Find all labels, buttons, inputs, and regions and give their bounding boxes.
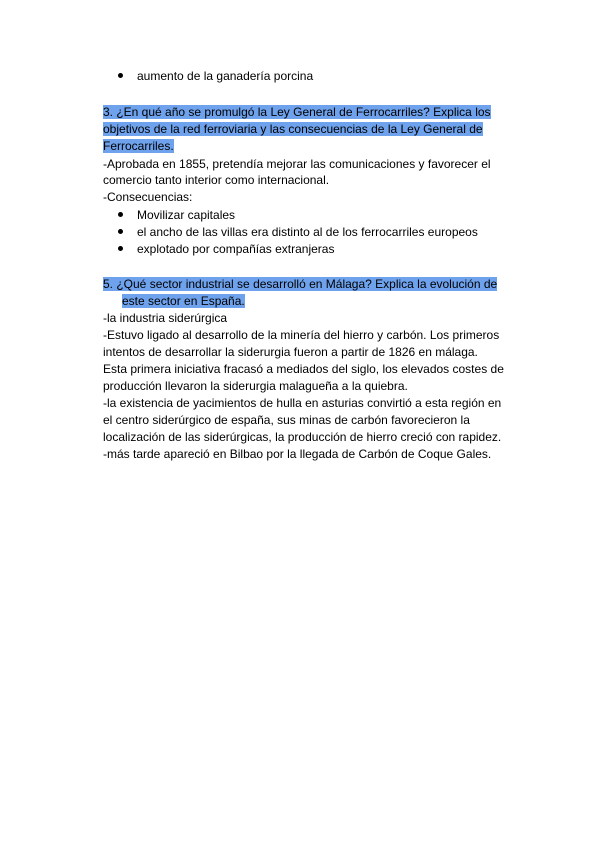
question-3-line-1: 3. ¿En qué año se promulgó la Ley General de Ferrocarriles? Explica los <box>103 105 491 119</box>
bullet-icon <box>118 73 123 78</box>
question-3-line-2: objetivos de la red ferroviaria y las consecuencias de la Ley General de <box>103 122 483 136</box>
answer-5-line-6: -la existencia de yacimientos de hulla en asturias convirtió a esta región en <box>103 396 502 410</box>
answer-5-line-2: -Estuvo ligado al desarrollo de la minería del hierro y carbón. Los primeros <box>103 328 500 342</box>
answer-3-line-3: -Consecuencias: <box>103 190 193 204</box>
question-3-line-3: Ferrocarriles. <box>103 139 174 153</box>
question-5-line-1: 5. ¿Qué sector industrial se desarrolló en Málaga? Explica la evolución de <box>103 277 498 291</box>
bullet-icon <box>118 246 123 251</box>
answer-5-line-7: el centro siderúrgico de españa, sus minas de carbón favorecieron la <box>103 413 470 427</box>
answer-5-line-5: producción llevaron la siderurgia malagueña a la quiebra. <box>103 379 408 393</box>
bullet-icon <box>118 229 123 234</box>
answer-5-line-8: localización de las siderúrgicas, la producción de hierro creció con rapidez. <box>103 430 502 444</box>
bullet-icon <box>118 212 123 217</box>
list-item <box>118 207 235 224</box>
answer-5-line-1: -la industria siderúrgica <box>103 311 228 325</box>
answer-5-line-4: Esta primera iniciativa fracasó a mediados del siglo, los elevados costes de <box>103 362 504 376</box>
list-item <box>118 224 478 241</box>
question-5-line-2: este sector en España. <box>122 294 245 308</box>
list-item-text: el ancho de las villas era distinto al de los ferrocarriles europeos <box>137 225 478 239</box>
answer-5-line-9: -más tarde apareció en Bilbao por la llegada de Carbón de Coque Gales. <box>103 447 492 461</box>
list-item <box>118 68 313 85</box>
answer-5-line-3: intentos de desarrollar la siderurgia fueron a partir de 1826 en málaga. <box>103 345 478 359</box>
list-item-text: aumento de la ganadería porcina <box>137 69 314 83</box>
list-item-text: Movilizar capitales <box>137 208 236 222</box>
answer-3-line-2: comercio tanto interior como internacional. <box>103 173 330 187</box>
list-item-text: explotado por compañías extranjeras <box>137 242 335 256</box>
answer-3-line-1: -Aprobada en 1855, pretendía mejorar las comunicaciones y favorecer el <box>103 157 491 171</box>
list-item <box>118 241 334 258</box>
